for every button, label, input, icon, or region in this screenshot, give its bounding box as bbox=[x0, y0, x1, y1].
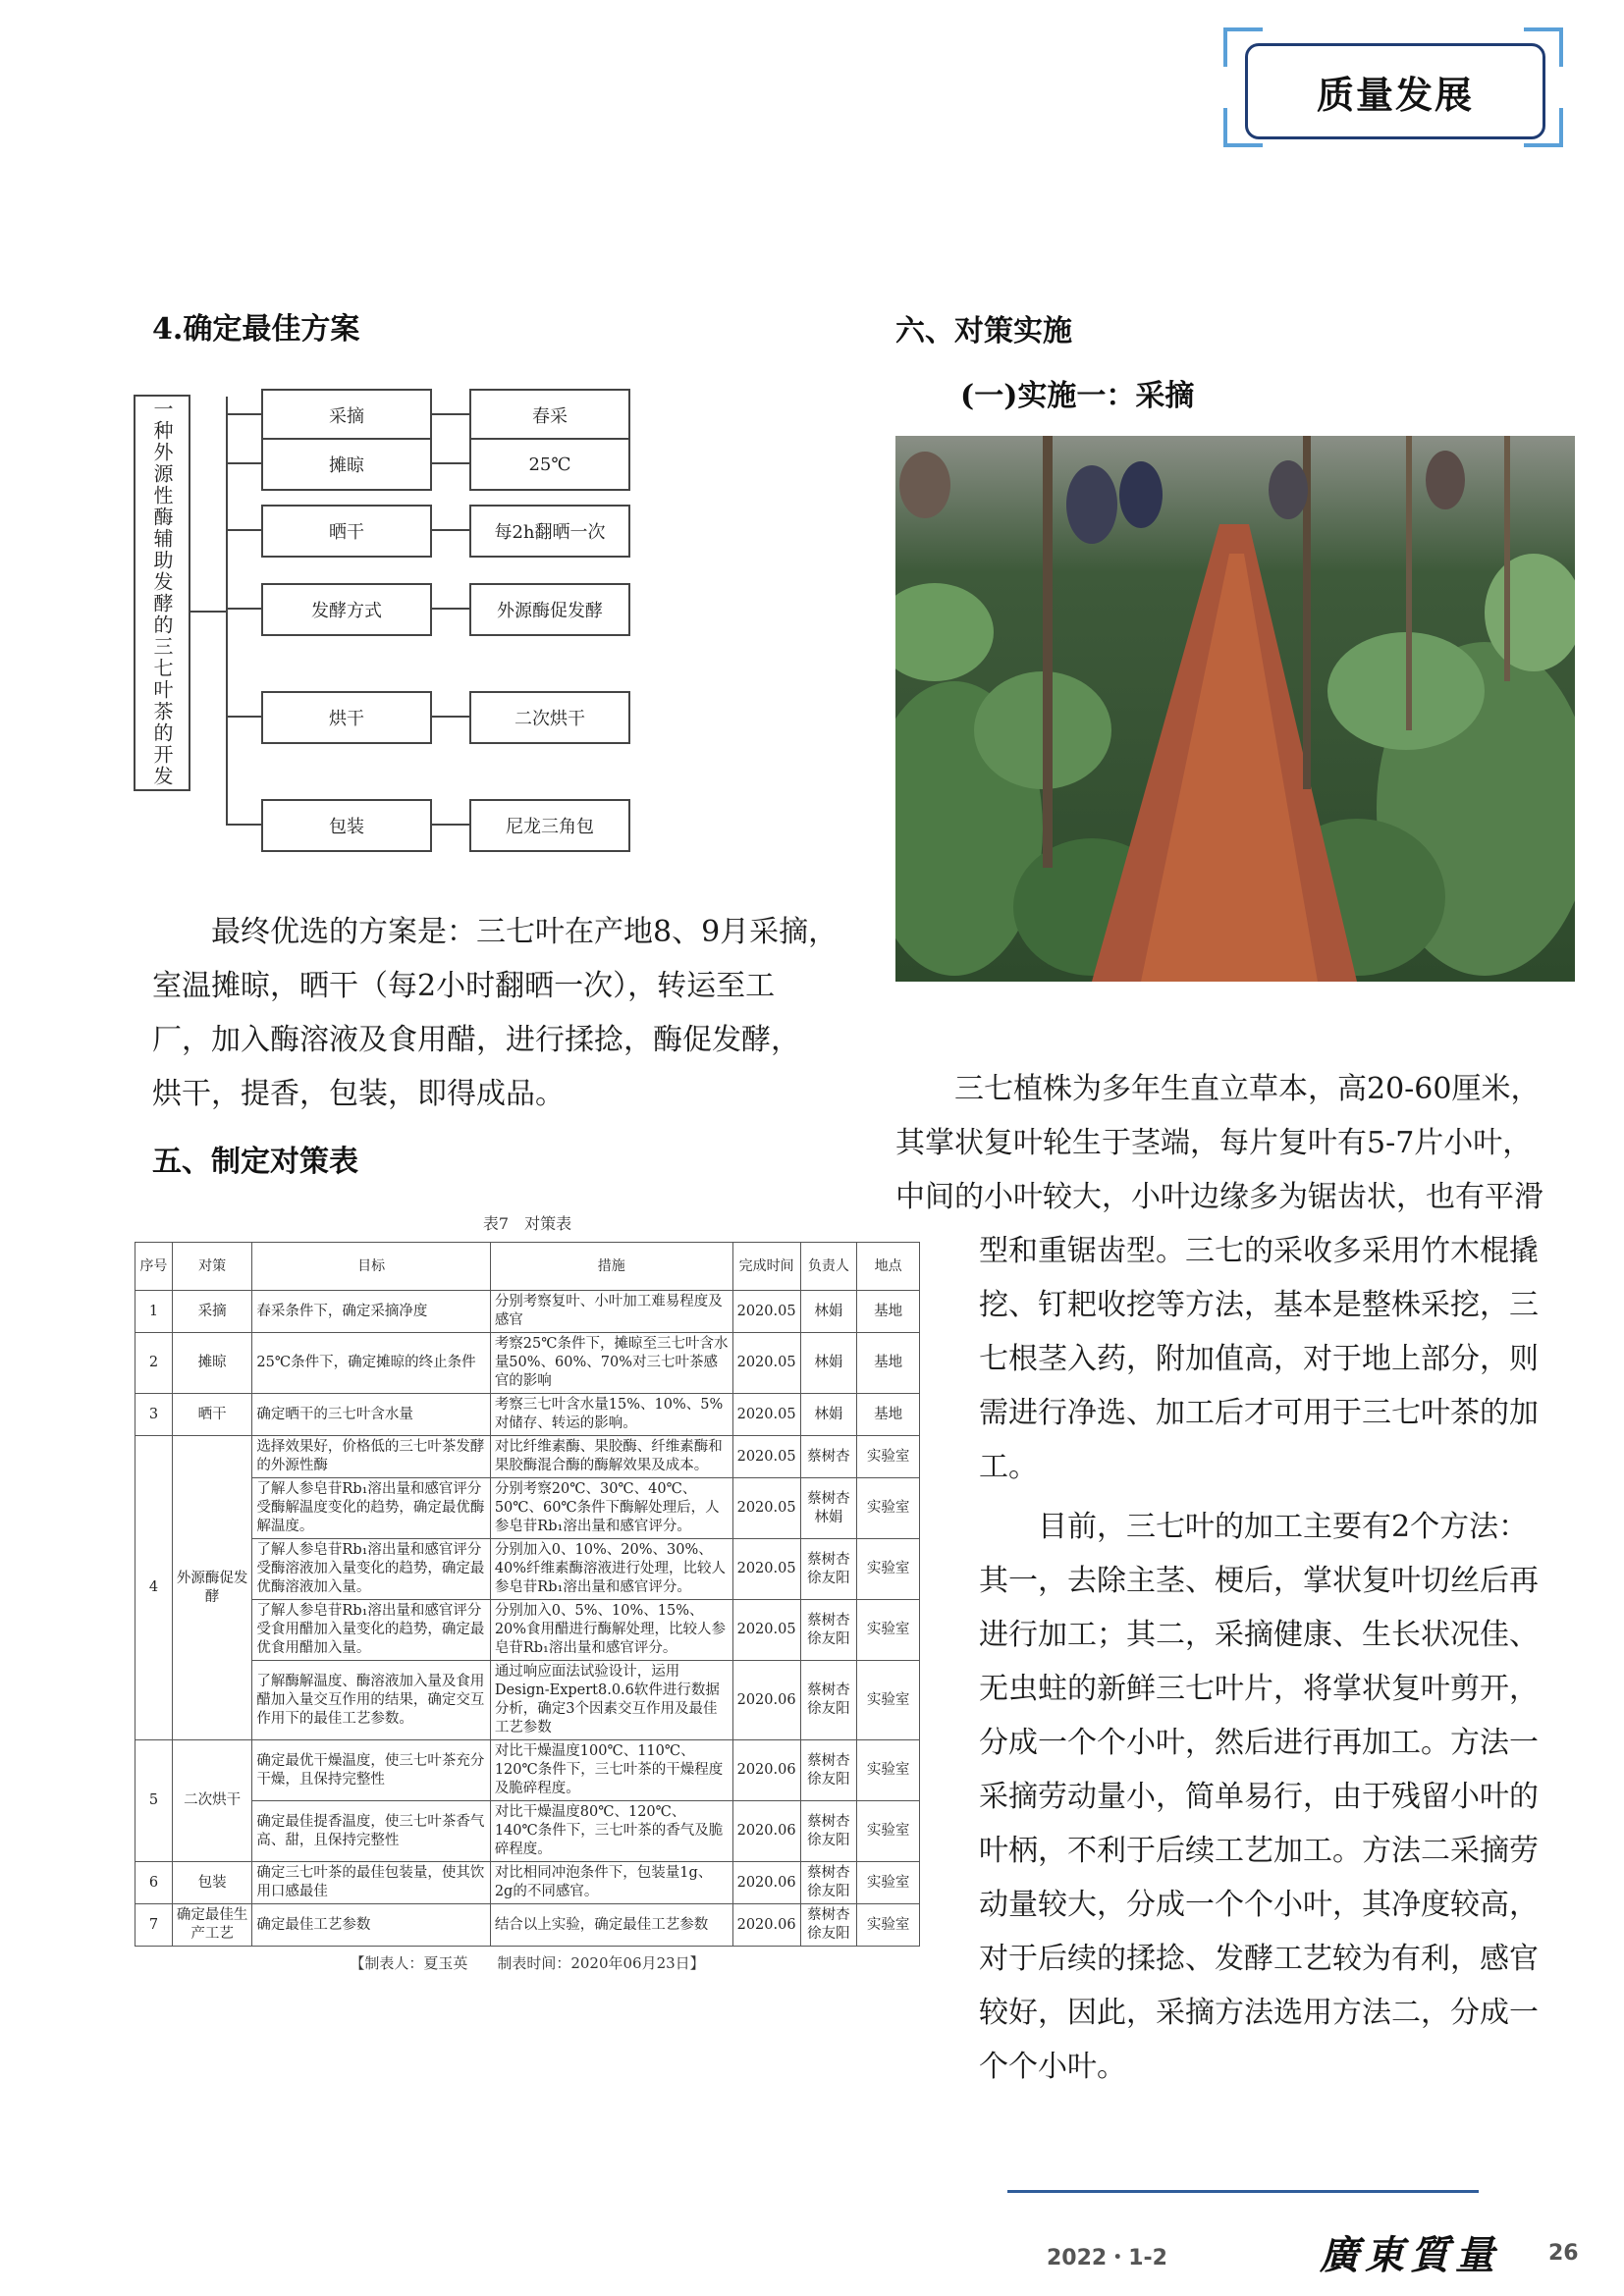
table-row bbox=[135, 1478, 920, 1539]
table-cell-measure: 采摘 bbox=[172, 1291, 252, 1333]
harvest-field-photo bbox=[895, 436, 1575, 982]
table-cell-goal: 春采条件下，确定采摘净度 bbox=[252, 1291, 490, 1333]
table-cell-no: 4 bbox=[135, 1436, 173, 1740]
table-cell-action: 对比相同冲泡条件下，包装量1g、2g的不同感官。 bbox=[490, 1862, 732, 1904]
flow-root-box bbox=[134, 395, 190, 791]
table-cell-person: 蔡树杏徐友阳 bbox=[800, 1801, 857, 1862]
text-line: 无虫蛀的新鲜三七叶片，将掌状复叶剪开， bbox=[979, 1672, 1539, 1706]
flow-connector bbox=[430, 824, 469, 826]
table-cell-no: 5 bbox=[135, 1740, 173, 1862]
table-footnote: 【制表人：夏玉英 制表时间：2020年06月23日】 bbox=[350, 1954, 705, 1972]
table-header-cell: 完成时间 bbox=[732, 1243, 800, 1291]
table-cell-measure: 外源酶促发酵 bbox=[172, 1436, 252, 1740]
table-cell-goal: 确定最佳提香温度，使三七叶茶香气高、甜，且保持完整性 bbox=[252, 1801, 490, 1862]
table-cell-action: 对比干燥温度100℃、110℃、120℃条件下，三七叶茶的干燥程度及脆碎程度。 bbox=[490, 1740, 732, 1801]
table-cell-no: 1 bbox=[135, 1291, 173, 1333]
table-cell-action: 考察25℃条件下，摊晾至三七叶含水量50%、60%、70%对三七叶茶感官的影响 bbox=[490, 1333, 732, 1394]
footer-divider bbox=[1007, 2190, 1479, 2193]
text-line: 较好，因此，采摘方法选用方法二，分成一 bbox=[979, 1996, 1539, 2030]
table-cell-action: 分别加入0、5%、10%、15%、20%食用醋进行酶解处理，比较人参皂苷Rb₁溶出量和感官评分。 bbox=[490, 1600, 732, 1661]
table-cell-place: 实验室 bbox=[857, 1801, 920, 1862]
table-cell-time: 2020.05 bbox=[732, 1333, 800, 1394]
table-row bbox=[135, 1661, 920, 1740]
table-row bbox=[135, 1539, 920, 1600]
table-cell-action: 对比纤维素酶、果胶酶、纤维素酶和果胶酶混合酶的酶解效果及成本。 bbox=[490, 1436, 732, 1478]
table-cell-goal: 了解人参皂苷Rb₁溶出量和感官评分受酶溶液加入量变化的趋势，确定最优酶溶液加入量。 bbox=[252, 1539, 490, 1600]
issue-date: 2022・1-2 bbox=[1047, 2246, 1167, 2270]
table-cell-action: 分别考察复叶、小叶加工难易程度及感官 bbox=[490, 1291, 732, 1333]
flow-connector bbox=[189, 611, 228, 613]
table-row bbox=[135, 1333, 920, 1394]
table-cell-goal: 确定三七叶茶的最佳包装量，使其饮用口感最佳 bbox=[252, 1862, 490, 1904]
table-cell-time: 2020.05 bbox=[732, 1478, 800, 1539]
text-line: 需进行净选、加工后才可用于三七叶茶的加 bbox=[979, 1396, 1539, 1430]
flow-factor-box: 采摘 bbox=[261, 389, 432, 442]
text-line: 其掌状复叶轮生于茎端，每片复叶有5-7片小叶， bbox=[895, 1126, 1533, 1160]
table-cell-place: 基地 bbox=[857, 1333, 920, 1394]
text-line: 中间的小叶较大，小叶边缘多为锯齿状，也有平滑 bbox=[895, 1180, 1543, 1214]
table-cell-person: 蔡树杏徐友阳 bbox=[800, 1600, 857, 1661]
table-cell-time: 2020.05 bbox=[732, 1291, 800, 1333]
table-cell-person: 林娟 bbox=[800, 1394, 857, 1436]
table-row bbox=[135, 1600, 920, 1661]
table-cell-time: 2020.05 bbox=[732, 1600, 800, 1661]
flow-choice-box: 外源酶促发酵 bbox=[469, 583, 630, 636]
table-header-cell: 目标 bbox=[252, 1243, 490, 1291]
plan-flowchart bbox=[134, 389, 723, 880]
table-cell-goal: 了解人参皂苷Rb₁溶出量和感官评分受食用醋加入量变化的趋势，确定最优食用醋加入量。 bbox=[252, 1600, 490, 1661]
flow-root-label: 一种外源性酶辅助发酵的三七叶茶的开发 bbox=[150, 399, 174, 787]
table-cell-goal: 确定最优干燥温度，使三七叶茶充分干燥，且保持完整性 bbox=[252, 1740, 490, 1801]
text-line: 最终优选的方案是：三七叶在产地8、9月采摘， bbox=[152, 915, 839, 949]
table-cell-person: 蔡树杏 bbox=[800, 1436, 857, 1478]
table-cell-time: 2020.05 bbox=[732, 1394, 800, 1436]
table-cell-goal: 了解人参皂苷Rb₁溶出量和感官评分受酶解温度变化的趋势，确定最优酶解温度。 bbox=[252, 1478, 490, 1539]
table-cell-measure: 包装 bbox=[172, 1862, 252, 1904]
flow-connector bbox=[226, 529, 261, 531]
text-line: 其一，去除主茎、梗后，掌状复叶切丝后再 bbox=[979, 1564, 1539, 1598]
text-line: 工。 bbox=[979, 1450, 1038, 1484]
implementation1-paragraph2 bbox=[979, 1500, 1588, 2094]
text-line: 目前，三七叶的加工主要有2个方法： bbox=[979, 1510, 1529, 1544]
flow-choice-box: 二次烘干 bbox=[469, 691, 630, 744]
table-cell-time: 2020.06 bbox=[732, 1904, 800, 1947]
table-cell-place: 基地 bbox=[857, 1291, 920, 1333]
text-line: 动量较大，分成一个个小叶，其净度较高， bbox=[979, 1888, 1539, 1922]
table-cell-action: 通过响应面法试验设计，运用Design-Expert8.0.6软件进行数据分析，确定3个因素交互作用及最佳工艺参数 bbox=[490, 1661, 732, 1740]
table-header-cell: 负责人 bbox=[800, 1243, 857, 1291]
table-cell-measure: 二次烘干 bbox=[172, 1740, 252, 1862]
table-cell-action: 对比干燥温度80℃、120℃、140℃条件下，三七叶茶的香气及脆碎程度。 bbox=[490, 1801, 732, 1862]
text-line: 烘干，提香，包装，即得成品。 bbox=[152, 1077, 565, 1111]
table-cell-person: 蔡树杏徐友阳 bbox=[800, 1862, 857, 1904]
page-number: 26 bbox=[1548, 2241, 1579, 2266]
table-cell-place: 基地 bbox=[857, 1394, 920, 1436]
implementation1-heading: (一)实施一：采摘 bbox=[960, 379, 1195, 413]
text-line: 个个小叶。 bbox=[979, 2050, 1126, 2084]
table-cell-person: 蔡树杏徐友阳 bbox=[800, 1539, 857, 1600]
table-cell-no: 6 bbox=[135, 1862, 173, 1904]
table-cell-goal: 了解酶解温度、酶溶液加入量及食用醋加入量交互作用的结果，确定交互作用下的最佳工艺参数。 bbox=[252, 1661, 490, 1740]
flow-connector bbox=[226, 608, 261, 610]
table-cell-goal: 确定最佳工艺参数 bbox=[252, 1904, 490, 1947]
table-cell-time: 2020.06 bbox=[732, 1661, 800, 1740]
measures-table-block bbox=[135, 1211, 920, 1973]
table-header-cell: 序号 bbox=[135, 1243, 173, 1291]
table-caption: 表7 对策表 bbox=[482, 1214, 572, 1233]
badge-label: 质量发展 bbox=[1245, 43, 1545, 139]
table-header-cell: 对策 bbox=[172, 1243, 252, 1291]
flow-connector bbox=[226, 716, 261, 718]
flow-connector bbox=[226, 824, 261, 826]
flow-factor-box: 摊晾 bbox=[261, 438, 432, 491]
text-line: 挖、钉耙收挖等方法，基本是整株采挖，三 bbox=[979, 1288, 1539, 1322]
text-line: 型和重锯齿型。三七的采收多采用竹木棍撬 bbox=[979, 1234, 1539, 1268]
table-cell-place: 实验室 bbox=[857, 1478, 920, 1539]
flow-connector bbox=[430, 462, 469, 464]
table-cell-person: 蔡树杏林娟 bbox=[800, 1478, 857, 1539]
flow-choice-box: 每2h翻晒一次 bbox=[469, 505, 630, 558]
section-badge bbox=[1223, 27, 1563, 147]
table-cell-measure: 晒干 bbox=[172, 1394, 252, 1436]
table-cell-place: 实验室 bbox=[857, 1904, 920, 1947]
implementation1-paragraph1 bbox=[895, 1062, 1583, 1494]
table-header-cell: 措施 bbox=[490, 1243, 732, 1291]
flow-choice-box: 尼龙三角包 bbox=[469, 799, 630, 852]
table-cell-action: 结合以上实验，确定最佳工艺参数 bbox=[490, 1904, 732, 1947]
final-plan-paragraph bbox=[152, 905, 839, 1121]
section4-heading: 4.确定最佳方案 bbox=[152, 312, 360, 347]
table-row bbox=[135, 1436, 920, 1478]
table-cell-person: 蔡树杏徐友阳 bbox=[800, 1740, 857, 1801]
flow-connector bbox=[226, 397, 228, 825]
text-line: 进行加工；其二，采摘健康、生长状况佳、 bbox=[979, 1618, 1539, 1652]
table-cell-action: 分别考察20℃、30℃、40℃、50℃、60℃条件下酶解处理后，人参皂苷Rb₁溶出量和感官评分。 bbox=[490, 1478, 732, 1539]
table-cell-action: 分别加入0、10%、20%、30%、40%纤维素酶溶液进行处理，比较人参皂苷Rb₁溶出量和感官评分。 bbox=[490, 1539, 732, 1600]
text-line: 采摘劳动量小，简单易行，由于残留小叶的 bbox=[979, 1780, 1539, 1814]
flow-connector bbox=[226, 413, 261, 415]
table-header-cell: 地点 bbox=[857, 1243, 920, 1291]
table-row bbox=[135, 1904, 920, 1947]
table-cell-person: 蔡树杏徐友阳 bbox=[800, 1904, 857, 1947]
table-row bbox=[135, 1394, 920, 1436]
flow-factor-box: 晒干 bbox=[261, 505, 432, 558]
text-line: 室温摊晾，晒干（每2小时翻晒一次），转运至工 bbox=[152, 969, 776, 1003]
table-cell-place: 实验室 bbox=[857, 1600, 920, 1661]
flow-choice-box: 25℃ bbox=[469, 438, 630, 491]
flow-connector bbox=[430, 608, 469, 610]
flow-connector bbox=[430, 529, 469, 531]
table-cell-place: 实验室 bbox=[857, 1862, 920, 1904]
text-line: 对于后续的揉捻、发酵工艺较为有利，感官 bbox=[979, 1942, 1539, 1976]
table-cell-measure: 摊晾 bbox=[172, 1333, 252, 1394]
text-line: 分成一个个小叶，然后进行再加工。方法一 bbox=[979, 1726, 1539, 1760]
flow-choice-box: 春采 bbox=[469, 389, 630, 442]
harvest-field-image bbox=[895, 436, 1575, 982]
table-cell-measure: 确定最佳生产工艺 bbox=[172, 1904, 252, 1947]
flow-connector bbox=[430, 413, 469, 415]
table-cell-time: 2020.05 bbox=[732, 1436, 800, 1478]
table-cell-goal: 25℃条件下，确定摊晾的终止条件 bbox=[252, 1333, 490, 1394]
section5-heading: 五、制定对策表 bbox=[152, 1145, 358, 1179]
flow-factor-box: 包装 bbox=[261, 799, 432, 852]
table-cell-action: 考察三七叶含水量15%、10%、5%对储存、转运的影响。 bbox=[490, 1394, 732, 1436]
table-cell-place: 实验室 bbox=[857, 1436, 920, 1478]
table-cell-person: 蔡树杏徐友阳 bbox=[800, 1661, 857, 1740]
measures-table bbox=[135, 1242, 920, 1947]
table-cell-place: 实验室 bbox=[857, 1539, 920, 1600]
table-cell-place: 实验室 bbox=[857, 1661, 920, 1740]
section6-heading: 六、对策实施 bbox=[895, 314, 1072, 348]
flow-connector bbox=[430, 716, 469, 718]
table-row bbox=[135, 1801, 920, 1862]
table-cell-place: 实验室 bbox=[857, 1740, 920, 1801]
text-line: 叶柄，不利于后续工艺加工。方法二采摘劳 bbox=[979, 1834, 1539, 1868]
table-cell-person: 林娟 bbox=[800, 1291, 857, 1333]
table-cell-goal: 选择效果好，价格低的三七叶茶发酵的外源性酶 bbox=[252, 1436, 490, 1478]
table-cell-time: 2020.05 bbox=[732, 1539, 800, 1600]
table-cell-no: 7 bbox=[135, 1904, 173, 1947]
text-line: 七根茎入药，附加值高，对于地上部分，则 bbox=[979, 1342, 1539, 1376]
table-row bbox=[135, 1740, 920, 1801]
table-cell-no: 3 bbox=[135, 1394, 173, 1436]
table-cell-goal: 确定晒干的三七叶含水量 bbox=[252, 1394, 490, 1436]
magazine-logo: 廣東質量 bbox=[1320, 2232, 1500, 2278]
table-cell-time: 2020.06 bbox=[732, 1862, 800, 1904]
table-cell-person: 林娟 bbox=[800, 1333, 857, 1394]
flow-factor-box: 发酵方式 bbox=[261, 583, 432, 636]
text-line: 厂，加入酶溶液及食用醋，进行揉捻，酶促发酵， bbox=[152, 1023, 800, 1057]
table-row bbox=[135, 1862, 920, 1904]
table-cell-no: 2 bbox=[135, 1333, 173, 1394]
table-row bbox=[135, 1291, 920, 1333]
flow-factor-box: 烘干 bbox=[261, 691, 432, 744]
table-cell-time: 2020.06 bbox=[732, 1801, 800, 1862]
flow-connector bbox=[226, 462, 261, 464]
text-line: 三七植株为多年生直立草本，高20-60厘米， bbox=[895, 1072, 1541, 1106]
table-cell-time: 2020.06 bbox=[732, 1740, 800, 1801]
